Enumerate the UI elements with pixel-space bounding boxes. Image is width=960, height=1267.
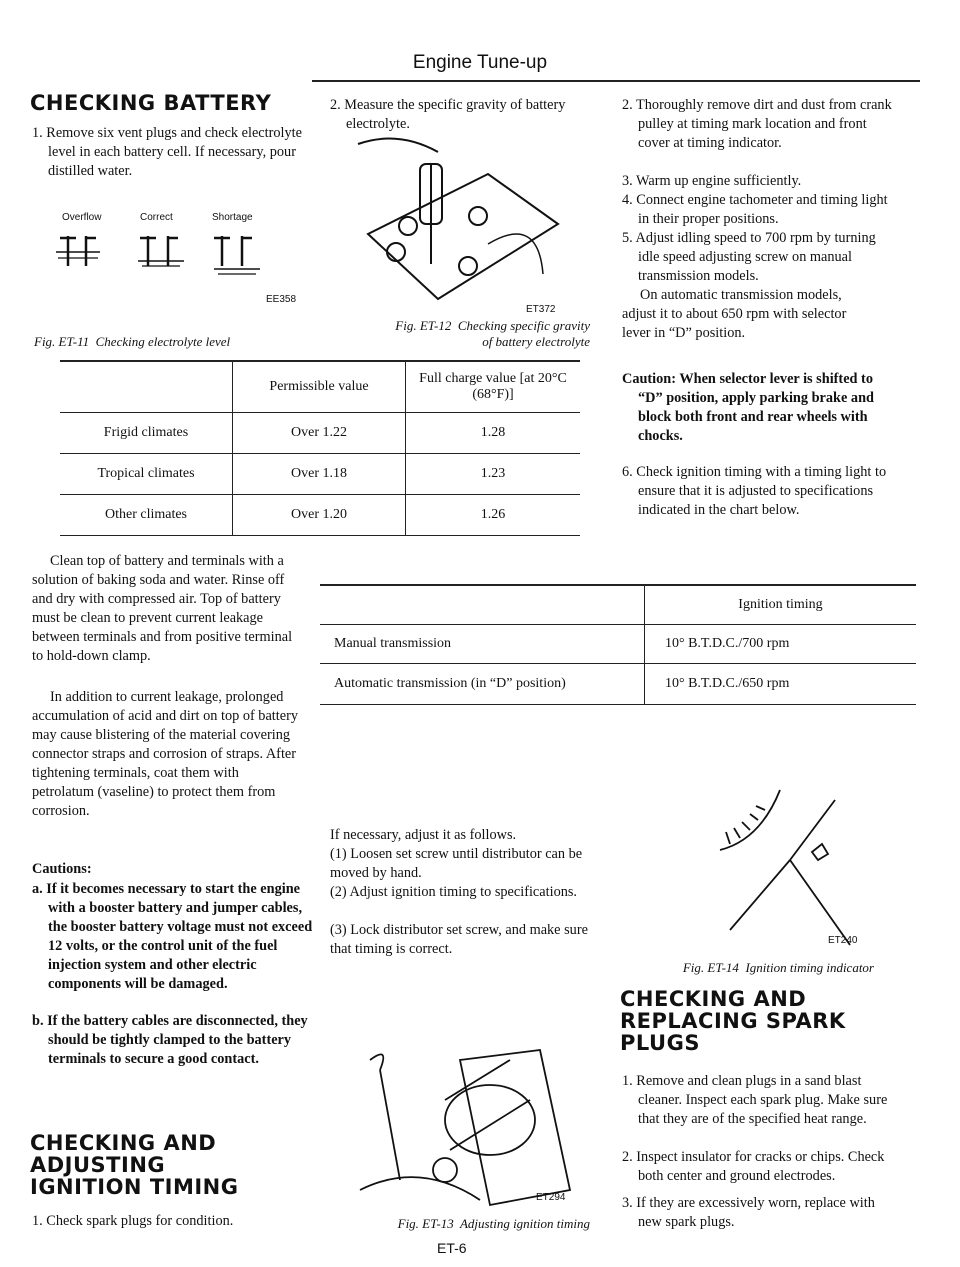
fig13-code: ET294 (536, 1192, 566, 1203)
figure-distributor (340, 1040, 580, 1210)
fig11-code: EE358 (266, 294, 297, 305)
adjust-step-2: (2) Adjust ignition timing to specifications. (330, 884, 577, 900)
ignition-step-1: 1. Check spark plugs for condition. (32, 1213, 234, 1229)
gravity-full: 1.23 (406, 454, 581, 495)
gravity-row-label: Tropical climates (97, 466, 195, 481)
ignition-timing-table (320, 584, 916, 705)
fig11-caption (34, 334, 230, 350)
timing-step-5b: On automatic transmission models, adjust it to about 650 rpm with selector lever in “D” position. (622, 287, 847, 341)
fig13-caption-num: Fig. ET-13 (397, 1216, 454, 1231)
fig12-caption-num: Fig. ET-12 (395, 318, 452, 333)
timing-caution: Caution: When selector lever is shifted to “D” position, apply parking brake and block both front and rear wheels with chocks. (622, 371, 874, 444)
figure-electrolyte-level (30, 200, 310, 310)
heading-line: PLUGS (620, 1031, 700, 1055)
page-number: ET-6 (437, 1240, 467, 1256)
heading-line: CHECKING AND (620, 987, 807, 1011)
heading-checking-battery: CHECKING BATTERY (30, 91, 272, 115)
timing-step-3: 3. Warm up engine sufficiently. (622, 173, 802, 189)
adjust-step-1: (1) Loosen set screw until distributor can be moved by hand. (330, 846, 583, 881)
gravity-full: 1.26 (406, 495, 581, 536)
timing-step-2: 2. Thoroughly remove dirt and dust from crank pulley at timing mark location and front cover at timing indicator. (622, 97, 892, 151)
spark-step-3: 3. If they are excessively worn, replace with new spark plugs. (622, 1195, 875, 1230)
figure-hydrometer (338, 134, 578, 314)
gravity-row-label: Frigid climates (103, 425, 189, 440)
heading-ignition-timing (30, 1132, 238, 1198)
gravity-header-full-charge: Full charge value [at 20°C (68°F)] (406, 361, 581, 413)
heading-line: CHECKING AND (30, 1131, 217, 1155)
timing-step-6: 6. Check ignition timing with a timing light to ensure that it is adjusted to specifications indicated in the chart below. (622, 464, 887, 518)
fig14-code: ET240 (828, 935, 858, 946)
adjust-step-3: (3) Lock distributor set screw, and make sure that timing is correct. (330, 922, 588, 957)
battery-step-1: 1. Remove six vent plugs and check electrolyte level in each battery cell. If necessary, pour distilled water. (32, 125, 302, 179)
label-overflow: Overflow (62, 212, 102, 223)
heading-line: IGNITION TIMING (30, 1175, 239, 1199)
fig14-caption (630, 960, 874, 976)
timing-step-5: 5. Adjust idling speed to 700 rpm by turning idle speed adjusting screw on manual transmission models. (622, 230, 876, 284)
fig12-caption-text-2: of battery electrolyte (482, 334, 590, 349)
fig11-caption-text: Checking electrolyte level (95, 334, 231, 349)
gravity-permissible: Over 1.18 (233, 454, 406, 495)
timing-header: Ignition timing (645, 585, 917, 625)
fig13-caption-text: Adjusting ignition timing (459, 1216, 590, 1231)
gravity-full: 1.28 (406, 413, 581, 454)
label-shortage: Shortage (212, 212, 253, 223)
spark-step-2: 2. Inspect insulator for cracks or chips. Check both center and ground electrodes. (622, 1149, 885, 1184)
header-rule (312, 80, 920, 82)
fig12-code: ET372 (526, 304, 556, 314)
battery-step-2: 2. Measure the specific gravity of battery electrolyte. (330, 97, 566, 132)
gravity-row-label: Other climates (104, 507, 188, 522)
timing-header-blank (320, 585, 645, 625)
page-header: Engine Tune-up (412, 52, 548, 73)
timing-row-label: Automatic transmission (in “D” position) (334, 676, 566, 691)
label-correct: Correct (140, 212, 173, 223)
fig11-caption-num: Fig. ET-11 (34, 334, 90, 349)
figure-timing-indicator (700, 780, 880, 950)
specific-gravity-table (60, 360, 580, 536)
fig12-caption-text-1: Checking specific gravity (457, 318, 590, 333)
gravity-header-blank (60, 361, 233, 413)
caution-a: a. If it becomes necessary to start the engine with a booster battery and jumper cables, the booster battery voltage must not exceed 12 volts, or the control unit of the fuel injection system and other electric components will be damaged. (32, 881, 313, 992)
timing-row-label: Manual transmission (334, 636, 452, 651)
caution-b: b. If the battery cables are disconnected, they should be tightly clamped to the battery terminals to secure a good contact. (32, 1013, 308, 1067)
timing-value: 10° B.T.D.C./650 rpm (645, 664, 917, 705)
heading-line: REPLACING SPARK (620, 1009, 846, 1033)
fig14-caption-num: Fig. ET-14 (682, 960, 739, 975)
timing-value: 10° B.T.D.C./700 rpm (645, 625, 917, 664)
timing-step-4: 4. Connect engine tachometer and timing light in their proper positions. (622, 192, 888, 227)
spark-step-1: 1. Remove and clean plugs in a sand blast cleaner. Inspect each spark plug. Make sure that they are of the specified heat range. (622, 1073, 888, 1127)
heading-spark-plugs (620, 988, 846, 1054)
heading-line: ADJUSTING (30, 1153, 166, 1177)
electrolyte-level-diagram (50, 228, 290, 278)
fig14-caption-text: Ignition timing indicator (745, 960, 874, 975)
adjust-intro: If necessary, adjust it as follows. (330, 827, 517, 843)
para-clean-battery: Clean top of battery and terminals with a solution of baking soda and water. Rinse off and dry with compressed air. Top of battery must be clean to prevent current leakage between terminals and from positive terminal to hold-down clamp. (32, 553, 293, 664)
gravity-permissible: Over 1.22 (233, 413, 406, 454)
fig12-caption (340, 318, 590, 350)
gravity-header-permissible: Permissible value (233, 361, 406, 413)
cautions-title: Cautions: (32, 861, 92, 877)
fig13-caption (340, 1216, 590, 1232)
para-current-leakage: In addition to current leakage, prolonged accumulation of acid and dirt on top of battery may cause blistering of the material covering connector straps and corrosion of straps. After tightening terminals, coat them with petrolatum (vaseline) to protect them from corrosion. (32, 689, 298, 819)
gravity-permissible: Over 1.20 (233, 495, 406, 536)
